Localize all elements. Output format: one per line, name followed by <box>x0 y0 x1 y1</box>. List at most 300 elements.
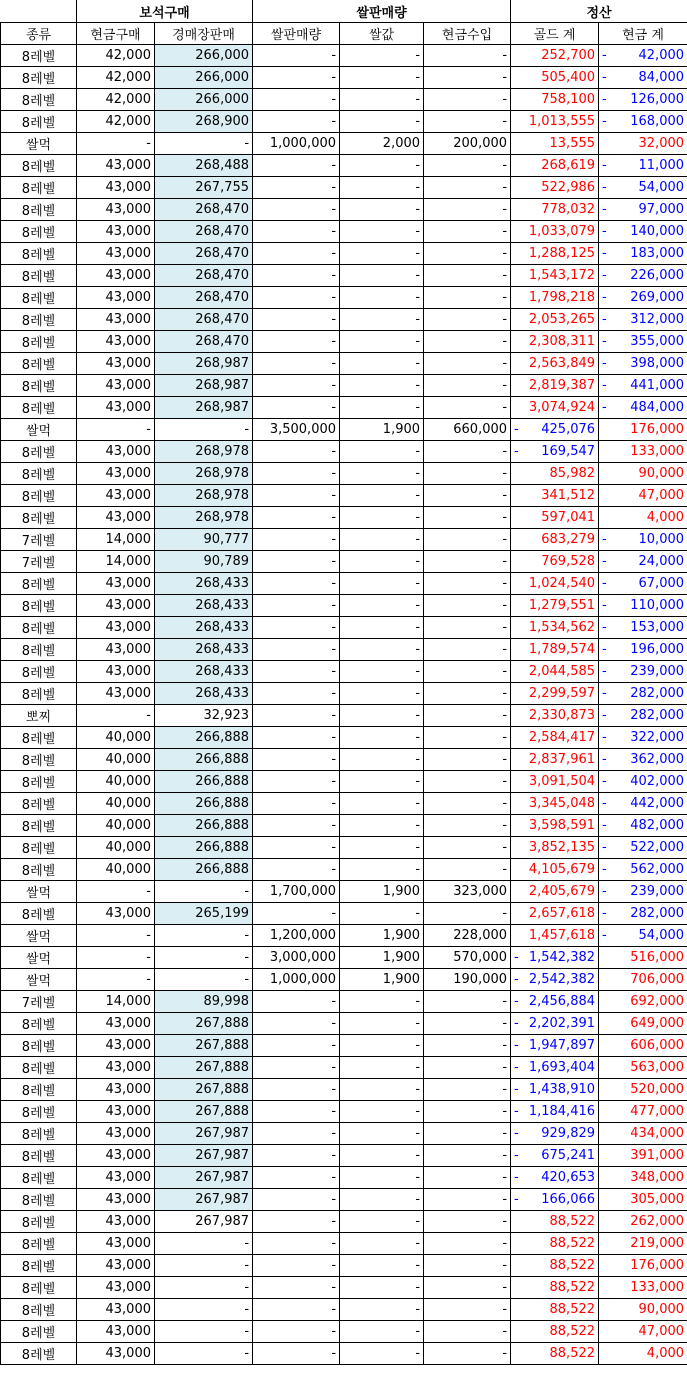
cell-cash-total[interactable] <box>599 1079 687 1101</box>
cell-cash-total[interactable] <box>599 529 687 551</box>
cell-gold-total[interactable] <box>511 529 599 551</box>
cell-rice-volume[interactable]: - <box>253 793 340 815</box>
cell-gold-total[interactable] <box>511 309 599 331</box>
cell-gold-total[interactable] <box>511 837 599 859</box>
cell-auction-sale[interactable]: 267,987 <box>155 1167 253 1189</box>
col-header-cash-purchase[interactable]: 현금구매 <box>77 23 155 45</box>
cell-auction-sale[interactable]: 266,888 <box>155 793 253 815</box>
cell-gold-total[interactable] <box>511 881 599 903</box>
cell-gold-total[interactable] <box>511 1123 599 1145</box>
cell-cash-income[interactable]: 190,000 <box>424 969 511 991</box>
cell-cash-purchase[interactable]: 43,000 <box>77 661 155 683</box>
cell-rice-price[interactable]: - <box>340 815 424 837</box>
cell-cash-purchase[interactable]: 43,000 <box>77 1211 155 1233</box>
cell-cash-total[interactable] <box>599 375 687 397</box>
cell-cash-purchase[interactable]: 43,000 <box>77 1167 155 1189</box>
cell-auction-sale[interactable]: 268,987 <box>155 397 253 419</box>
cell-gold-total[interactable] <box>511 1145 599 1167</box>
cell-cash-purchase[interactable]: 40,000 <box>77 837 155 859</box>
cell-auction-sale[interactable]: 268,433 <box>155 661 253 683</box>
cell-rice-volume[interactable]: - <box>253 287 340 309</box>
cell-cash-purchase[interactable]: - <box>77 925 155 947</box>
cell-cash-purchase[interactable]: 43,000 <box>77 617 155 639</box>
cell-type[interactable]: 8레벨 <box>1 1233 77 1255</box>
cell-rice-price[interactable]: - <box>340 89 424 111</box>
cell-rice-volume[interactable]: - <box>253 1057 340 1079</box>
cell-cash-purchase[interactable]: 43,000 <box>77 1299 155 1321</box>
cell-rice-price[interactable]: - <box>340 1255 424 1277</box>
cell-cash-purchase[interactable]: - <box>77 881 155 903</box>
cell-rice-price[interactable]: - <box>340 1079 424 1101</box>
group-header-settlement[interactable]: 정산 <box>511 0 687 23</box>
cell-rice-volume[interactable]: - <box>253 1343 340 1365</box>
cell-auction-sale[interactable]: 268,978 <box>155 485 253 507</box>
cell-gold-total[interactable] <box>511 221 599 243</box>
cell-gold-total[interactable] <box>511 243 599 265</box>
cell-cash-income[interactable]: - <box>424 287 511 309</box>
cell-rice-volume[interactable]: - <box>253 331 340 353</box>
cell-rice-volume[interactable]: 3,000,000 <box>253 947 340 969</box>
cell-rice-volume[interactable]: - <box>253 199 340 221</box>
cell-type[interactable]: 쌀먹 <box>1 133 77 155</box>
cell-rice-volume[interactable]: - <box>253 859 340 881</box>
cell-gold-total[interactable] <box>511 485 599 507</box>
cell-gold-total[interactable] <box>511 155 599 177</box>
cell-cash-total[interactable] <box>599 1343 687 1365</box>
cell-rice-volume[interactable]: - <box>253 1101 340 1123</box>
cell-gold-total[interactable] <box>511 925 599 947</box>
cell-gold-total[interactable] <box>511 463 599 485</box>
cell-cash-purchase[interactable]: 43,000 <box>77 1233 155 1255</box>
cell-gold-total[interactable] <box>511 67 599 89</box>
cell-cash-total[interactable] <box>599 485 687 507</box>
cell-cash-purchase[interactable]: 43,000 <box>77 221 155 243</box>
cell-rice-volume[interactable]: - <box>253 1299 340 1321</box>
cell-gold-total[interactable] <box>511 793 599 815</box>
cell-type[interactable]: 8레벨 <box>1 1321 77 1343</box>
cell-rice-price[interactable]: - <box>340 287 424 309</box>
cell-auction-sale[interactable]: 266,888 <box>155 727 253 749</box>
cell-cash-total[interactable] <box>599 925 687 947</box>
cell-cash-total[interactable] <box>599 815 687 837</box>
cell-auction-sale[interactable]: 268,433 <box>155 573 253 595</box>
cell-type[interactable]: 8레벨 <box>1 573 77 595</box>
cell-rice-price[interactable]: - <box>340 1211 424 1233</box>
cell-gold-total[interactable] <box>511 1255 599 1277</box>
cell-gold-total[interactable] <box>511 705 599 727</box>
cell-gold-total[interactable] <box>511 1101 599 1123</box>
cell-cash-purchase[interactable]: - <box>77 133 155 155</box>
cell-rice-price[interactable]: - <box>340 463 424 485</box>
cell-rice-price[interactable]: - <box>340 485 424 507</box>
cell-rice-volume[interactable]: - <box>253 111 340 133</box>
cell-cash-total[interactable] <box>599 1211 687 1233</box>
cell-gold-total[interactable] <box>511 947 599 969</box>
cell-rice-price[interactable]: - <box>340 595 424 617</box>
cell-rice-price[interactable]: - <box>340 1035 424 1057</box>
cell-rice-price[interactable]: - <box>340 243 424 265</box>
cell-cash-income[interactable]: 228,000 <box>424 925 511 947</box>
cell-auction-sale[interactable]: - <box>155 1255 253 1277</box>
cell-rice-price[interactable]: - <box>340 749 424 771</box>
cell-cash-income[interactable]: 570,000 <box>424 947 511 969</box>
cell-rice-volume[interactable]: - <box>253 1035 340 1057</box>
cell-cash-income[interactable]: - <box>424 639 511 661</box>
cell-auction-sale[interactable]: - <box>155 1233 253 1255</box>
cell-type[interactable]: 8레벨 <box>1 287 77 309</box>
cell-cash-income[interactable]: - <box>424 397 511 419</box>
cell-cash-income[interactable]: - <box>424 45 511 67</box>
cell-cash-total[interactable] <box>599 89 687 111</box>
cell-cash-purchase[interactable]: 42,000 <box>77 111 155 133</box>
cell-rice-price[interactable]: - <box>340 551 424 573</box>
cell-rice-volume[interactable]: - <box>253 639 340 661</box>
cell-auction-sale[interactable]: 267,987 <box>155 1123 253 1145</box>
cell-type[interactable]: 쌀먹 <box>1 881 77 903</box>
cell-rice-volume[interactable]: - <box>253 1145 340 1167</box>
cell-cash-purchase[interactable]: 43,000 <box>77 375 155 397</box>
cell-cash-income[interactable]: - <box>424 1343 511 1365</box>
cell-gold-total[interactable] <box>511 287 599 309</box>
cell-type[interactable]: 8레벨 <box>1 859 77 881</box>
cell-cash-income[interactable]: - <box>424 155 511 177</box>
cell-cash-total[interactable] <box>599 1101 687 1123</box>
cell-auction-sale[interactable]: 265,199 <box>155 903 253 925</box>
cell-type[interactable]: 8레벨 <box>1 903 77 925</box>
cell-type[interactable]: 8레벨 <box>1 771 77 793</box>
cell-rice-price[interactable]: - <box>340 199 424 221</box>
cell-gold-total[interactable] <box>511 265 599 287</box>
cell-auction-sale[interactable]: 266,888 <box>155 815 253 837</box>
cell-cash-total[interactable] <box>599 639 687 661</box>
cell-type[interactable]: 7레벨 <box>1 991 77 1013</box>
cell-rice-volume[interactable]: - <box>253 705 340 727</box>
cell-cash-purchase[interactable]: 42,000 <box>77 45 155 67</box>
cell-rice-price[interactable]: 2,000 <box>340 133 424 155</box>
cell-rice-price[interactable]: - <box>340 507 424 529</box>
cell-cash-income[interactable]: - <box>424 1035 511 1057</box>
cell-auction-sale[interactable]: 90,777 <box>155 529 253 551</box>
cell-rice-price[interactable]: - <box>340 177 424 199</box>
cell-rice-price[interactable]: - <box>340 1013 424 1035</box>
cell-cash-purchase[interactable]: - <box>77 419 155 441</box>
cell-rice-price[interactable]: - <box>340 903 424 925</box>
cell-rice-price[interactable]: - <box>340 661 424 683</box>
cell-rice-volume[interactable]: - <box>253 661 340 683</box>
cell-type[interactable]: 8레벨 <box>1 507 77 529</box>
cell-rice-volume[interactable]: - <box>253 815 340 837</box>
cell-cash-total[interactable] <box>599 1277 687 1299</box>
cell-rice-price[interactable]: - <box>340 221 424 243</box>
cell-auction-sale[interactable]: 268,433 <box>155 683 253 705</box>
cell-auction-sale[interactable]: 267,888 <box>155 1079 253 1101</box>
cell-rice-volume[interactable]: - <box>253 309 340 331</box>
cell-cash-purchase[interactable]: 43,000 <box>77 199 155 221</box>
cell-type[interactable]: 8레벨 <box>1 661 77 683</box>
cell-cash-purchase[interactable]: 40,000 <box>77 749 155 771</box>
cell-cash-income[interactable]: - <box>424 177 511 199</box>
cell-cash-total[interactable] <box>599 463 687 485</box>
cell-cash-purchase[interactable]: 43,000 <box>77 353 155 375</box>
cell-cash-income[interactable]: - <box>424 793 511 815</box>
cell-rice-volume[interactable]: - <box>253 991 340 1013</box>
group-header-rice-sales[interactable]: 쌀판매량 <box>253 0 511 23</box>
cell-gold-total[interactable] <box>511 749 599 771</box>
cell-rice-price[interactable]: - <box>340 1343 424 1365</box>
cell-cash-income[interactable]: 200,000 <box>424 133 511 155</box>
cell-rice-price[interactable]: - <box>340 265 424 287</box>
cell-gold-total[interactable] <box>511 639 599 661</box>
cell-cash-purchase[interactable]: 43,000 <box>77 1321 155 1343</box>
cell-cash-total[interactable] <box>599 221 687 243</box>
cell-rice-volume[interactable]: - <box>253 397 340 419</box>
cell-auction-sale[interactable]: 268,978 <box>155 507 253 529</box>
cell-auction-sale[interactable]: 268,470 <box>155 243 253 265</box>
cell-cash-total[interactable] <box>599 1255 687 1277</box>
cell-cash-income[interactable]: - <box>424 441 511 463</box>
cell-rice-price[interactable]: 1,900 <box>340 881 424 903</box>
cell-cash-income[interactable]: - <box>424 771 511 793</box>
cell-cash-purchase[interactable]: 40,000 <box>77 859 155 881</box>
cell-cash-income[interactable]: - <box>424 683 511 705</box>
cell-cash-purchase[interactable]: 43,000 <box>77 1057 155 1079</box>
cell-gold-total[interactable] <box>511 177 599 199</box>
cell-gold-total[interactable] <box>511 1277 599 1299</box>
cell-gold-total[interactable] <box>511 1321 599 1343</box>
cell-gold-total[interactable] <box>511 595 599 617</box>
cell-rice-volume[interactable]: - <box>253 1277 340 1299</box>
cell-cash-purchase[interactable]: 43,000 <box>77 1123 155 1145</box>
cell-rice-price[interactable]: - <box>340 375 424 397</box>
cell-type[interactable]: 8레벨 <box>1 1189 77 1211</box>
cell-gold-total[interactable] <box>511 815 599 837</box>
cell-auction-sale[interactable]: 268,433 <box>155 595 253 617</box>
cell-auction-sale[interactable]: 267,888 <box>155 1057 253 1079</box>
cell-cash-income[interactable]: - <box>424 1013 511 1035</box>
cell-auction-sale[interactable]: 266,000 <box>155 89 253 111</box>
cell-cash-total[interactable] <box>599 727 687 749</box>
cell-gold-total[interactable] <box>511 1189 599 1211</box>
cell-type[interactable]: 8레벨 <box>1 1211 77 1233</box>
cell-gold-total[interactable] <box>511 1035 599 1057</box>
cell-rice-price[interactable]: - <box>340 111 424 133</box>
cell-cash-purchase[interactable]: 43,000 <box>77 1343 155 1365</box>
cell-gold-total[interactable] <box>511 903 599 925</box>
cell-cash-income[interactable]: - <box>424 463 511 485</box>
cell-cash-total[interactable] <box>599 1189 687 1211</box>
cell-gold-total[interactable] <box>511 199 599 221</box>
cell-cash-purchase[interactable]: 40,000 <box>77 815 155 837</box>
cell-type[interactable]: 8레벨 <box>1 45 77 67</box>
cell-cash-purchase[interactable]: 43,000 <box>77 507 155 529</box>
cell-cash-total[interactable] <box>599 419 687 441</box>
cell-cash-purchase[interactable]: 43,000 <box>77 485 155 507</box>
cell-type[interactable]: 8레벨 <box>1 397 77 419</box>
cell-cash-total[interactable] <box>599 903 687 925</box>
cell-rice-price[interactable]: 1,900 <box>340 947 424 969</box>
cell-cash-income[interactable]: - <box>424 1255 511 1277</box>
cell-cash-income[interactable]: - <box>424 309 511 331</box>
cell-auction-sale[interactable]: - <box>155 969 253 991</box>
cell-cash-total[interactable] <box>599 837 687 859</box>
cell-cash-total[interactable] <box>599 397 687 419</box>
cell-rice-price[interactable]: 1,900 <box>340 419 424 441</box>
cell-rice-volume[interactable]: - <box>253 1211 340 1233</box>
cell-cash-total[interactable] <box>599 1321 687 1343</box>
cell-rice-price[interactable]: - <box>340 1101 424 1123</box>
cell-cash-income[interactable]: - <box>424 837 511 859</box>
cell-rice-price[interactable]: - <box>340 331 424 353</box>
cell-gold-total[interactable] <box>511 441 599 463</box>
cell-cash-total[interactable] <box>599 1167 687 1189</box>
cell-auction-sale[interactable]: 266,000 <box>155 45 253 67</box>
cell-rice-price[interactable]: 1,900 <box>340 969 424 991</box>
cell-cash-purchase[interactable]: 14,000 <box>77 551 155 573</box>
cell-type[interactable]: 8레벨 <box>1 221 77 243</box>
cell-type[interactable]: 8레벨 <box>1 265 77 287</box>
cell-rice-volume[interactable]: - <box>253 67 340 89</box>
cell-cash-purchase[interactable]: 43,000 <box>77 441 155 463</box>
col-header-rice-volume[interactable]: 쌀판매량 <box>253 23 340 45</box>
cell-cash-income[interactable]: - <box>424 595 511 617</box>
cell-auction-sale[interactable]: 268,470 <box>155 309 253 331</box>
cell-gold-total[interactable] <box>511 507 599 529</box>
cell-cash-income[interactable]: - <box>424 1233 511 1255</box>
cell-rice-volume[interactable]: - <box>253 595 340 617</box>
cell-type[interactable]: 8레벨 <box>1 1123 77 1145</box>
cell-cash-total[interactable] <box>599 771 687 793</box>
cell-cash-purchase[interactable]: 43,000 <box>77 1035 155 1057</box>
cell-auction-sale[interactable]: - <box>155 133 253 155</box>
cell-cash-total[interactable] <box>599 287 687 309</box>
cell-type[interactable]: 8레벨 <box>1 1277 77 1299</box>
col-header-auction-sale[interactable]: 경매장판매 <box>155 23 253 45</box>
cell-auction-sale[interactable]: 266,888 <box>155 859 253 881</box>
cell-cash-total[interactable] <box>599 793 687 815</box>
cell-type[interactable]: 8레벨 <box>1 309 77 331</box>
cell-rice-price[interactable]: - <box>340 45 424 67</box>
cell-rice-price[interactable]: - <box>340 573 424 595</box>
cell-auction-sale[interactable]: 266,888 <box>155 771 253 793</box>
cell-auction-sale[interactable]: 267,888 <box>155 1013 253 1035</box>
cell-cash-purchase[interactable]: 43,000 <box>77 595 155 617</box>
cell-cash-total[interactable] <box>599 969 687 991</box>
cell-gold-total[interactable] <box>511 1013 599 1035</box>
cell-cash-income[interactable]: - <box>424 1057 511 1079</box>
cell-auction-sale[interactable]: 267,755 <box>155 177 253 199</box>
cell-auction-sale[interactable]: 268,978 <box>155 441 253 463</box>
cell-auction-sale[interactable]: - <box>155 925 253 947</box>
cell-type[interactable]: 8레벨 <box>1 793 77 815</box>
cell-type[interactable]: 쌀먹 <box>1 969 77 991</box>
cell-type[interactable]: 8레벨 <box>1 749 77 771</box>
cell-rice-volume[interactable]: - <box>253 837 340 859</box>
cell-cash-income[interactable]: - <box>424 991 511 1013</box>
cell-type[interactable]: 8레벨 <box>1 595 77 617</box>
cell-auction-sale[interactable]: 89,998 <box>155 991 253 1013</box>
cell-cash-income[interactable]: - <box>424 1101 511 1123</box>
cell-type[interactable]: 쌀먹 <box>1 947 77 969</box>
cell-type[interactable]: 8레벨 <box>1 111 77 133</box>
cell-cash-purchase[interactable]: 43,000 <box>77 639 155 661</box>
cell-cash-income[interactable]: - <box>424 507 511 529</box>
cell-cash-income[interactable]: - <box>424 375 511 397</box>
cell-rice-price[interactable]: - <box>340 793 424 815</box>
cell-cash-income[interactable]: - <box>424 551 511 573</box>
cell-cash-income[interactable]: - <box>424 265 511 287</box>
cell-auction-sale[interactable]: - <box>155 419 253 441</box>
cell-gold-total[interactable] <box>511 1233 599 1255</box>
cell-type[interactable]: 8레벨 <box>1 353 77 375</box>
cell-cash-total[interactable] <box>599 551 687 573</box>
cell-rice-volume[interactable]: - <box>253 551 340 573</box>
cell-auction-sale[interactable]: 268,900 <box>155 111 253 133</box>
cell-auction-sale[interactable]: 267,987 <box>155 1211 253 1233</box>
cell-gold-total[interactable] <box>511 683 599 705</box>
cell-cash-total[interactable] <box>599 309 687 331</box>
cell-gold-total[interactable] <box>511 1079 599 1101</box>
cell-cash-purchase[interactable]: 40,000 <box>77 793 155 815</box>
cell-cash-total[interactable] <box>599 859 687 881</box>
cell-rice-price[interactable]: - <box>340 771 424 793</box>
cell-cash-purchase[interactable]: 43,000 <box>77 287 155 309</box>
cell-cash-total[interactable] <box>599 595 687 617</box>
cell-cash-total[interactable] <box>599 111 687 133</box>
cell-cash-total[interactable] <box>599 45 687 67</box>
cell-auction-sale[interactable]: 268,488 <box>155 155 253 177</box>
cell-cash-income[interactable]: - <box>424 815 511 837</box>
cell-cash-purchase[interactable]: 43,000 <box>77 1145 155 1167</box>
cell-cash-purchase[interactable]: 40,000 <box>77 771 155 793</box>
cell-type[interactable]: 뽀찌 <box>1 705 77 727</box>
cell-cash-purchase[interactable]: 43,000 <box>77 1255 155 1277</box>
cell-auction-sale[interactable]: 268,978 <box>155 463 253 485</box>
cell-rice-price[interactable]: - <box>340 617 424 639</box>
cell-type[interactable]: 8레벨 <box>1 1167 77 1189</box>
cell-cash-income[interactable]: - <box>424 749 511 771</box>
cell-cash-purchase[interactable]: 43,000 <box>77 1277 155 1299</box>
cell-type[interactable]: 8레벨 <box>1 331 77 353</box>
cell-rice-price[interactable]: - <box>340 1277 424 1299</box>
cell-auction-sale[interactable]: 268,433 <box>155 617 253 639</box>
cell-cash-income[interactable]: - <box>424 617 511 639</box>
col-header-type[interactable]: 종류 <box>1 23 77 45</box>
cell-gold-total[interactable] <box>511 397 599 419</box>
cell-rice-price[interactable]: 1,900 <box>340 925 424 947</box>
cell-gold-total[interactable] <box>511 353 599 375</box>
cell-type[interactable]: 8레벨 <box>1 1255 77 1277</box>
cell-gold-total[interactable] <box>511 375 599 397</box>
cell-rice-volume[interactable]: - <box>253 1167 340 1189</box>
cell-rice-price[interactable]: - <box>340 1057 424 1079</box>
cell-cash-purchase[interactable]: 43,000 <box>77 243 155 265</box>
cell-cash-income[interactable]: - <box>424 485 511 507</box>
cell-auction-sale[interactable]: - <box>155 881 253 903</box>
group-header-gem-purchase[interactable]: 보석구매 <box>77 0 253 23</box>
cell-rice-volume[interactable]: - <box>253 441 340 463</box>
cell-auction-sale[interactable]: - <box>155 1343 253 1365</box>
cell-cash-total[interactable] <box>599 331 687 353</box>
cell-rice-price[interactable]: - <box>340 309 424 331</box>
cell-rice-volume[interactable]: 1,700,000 <box>253 881 340 903</box>
cell-cash-purchase[interactable]: 43,000 <box>77 177 155 199</box>
cell-type[interactable]: 8레벨 <box>1 1343 77 1365</box>
cell-rice-price[interactable]: - <box>340 1321 424 1343</box>
cell-rice-volume[interactable]: - <box>253 683 340 705</box>
cell-cash-income[interactable]: - <box>424 573 511 595</box>
cell-rice-volume[interactable]: - <box>253 507 340 529</box>
cell-cash-purchase[interactable]: 14,000 <box>77 529 155 551</box>
